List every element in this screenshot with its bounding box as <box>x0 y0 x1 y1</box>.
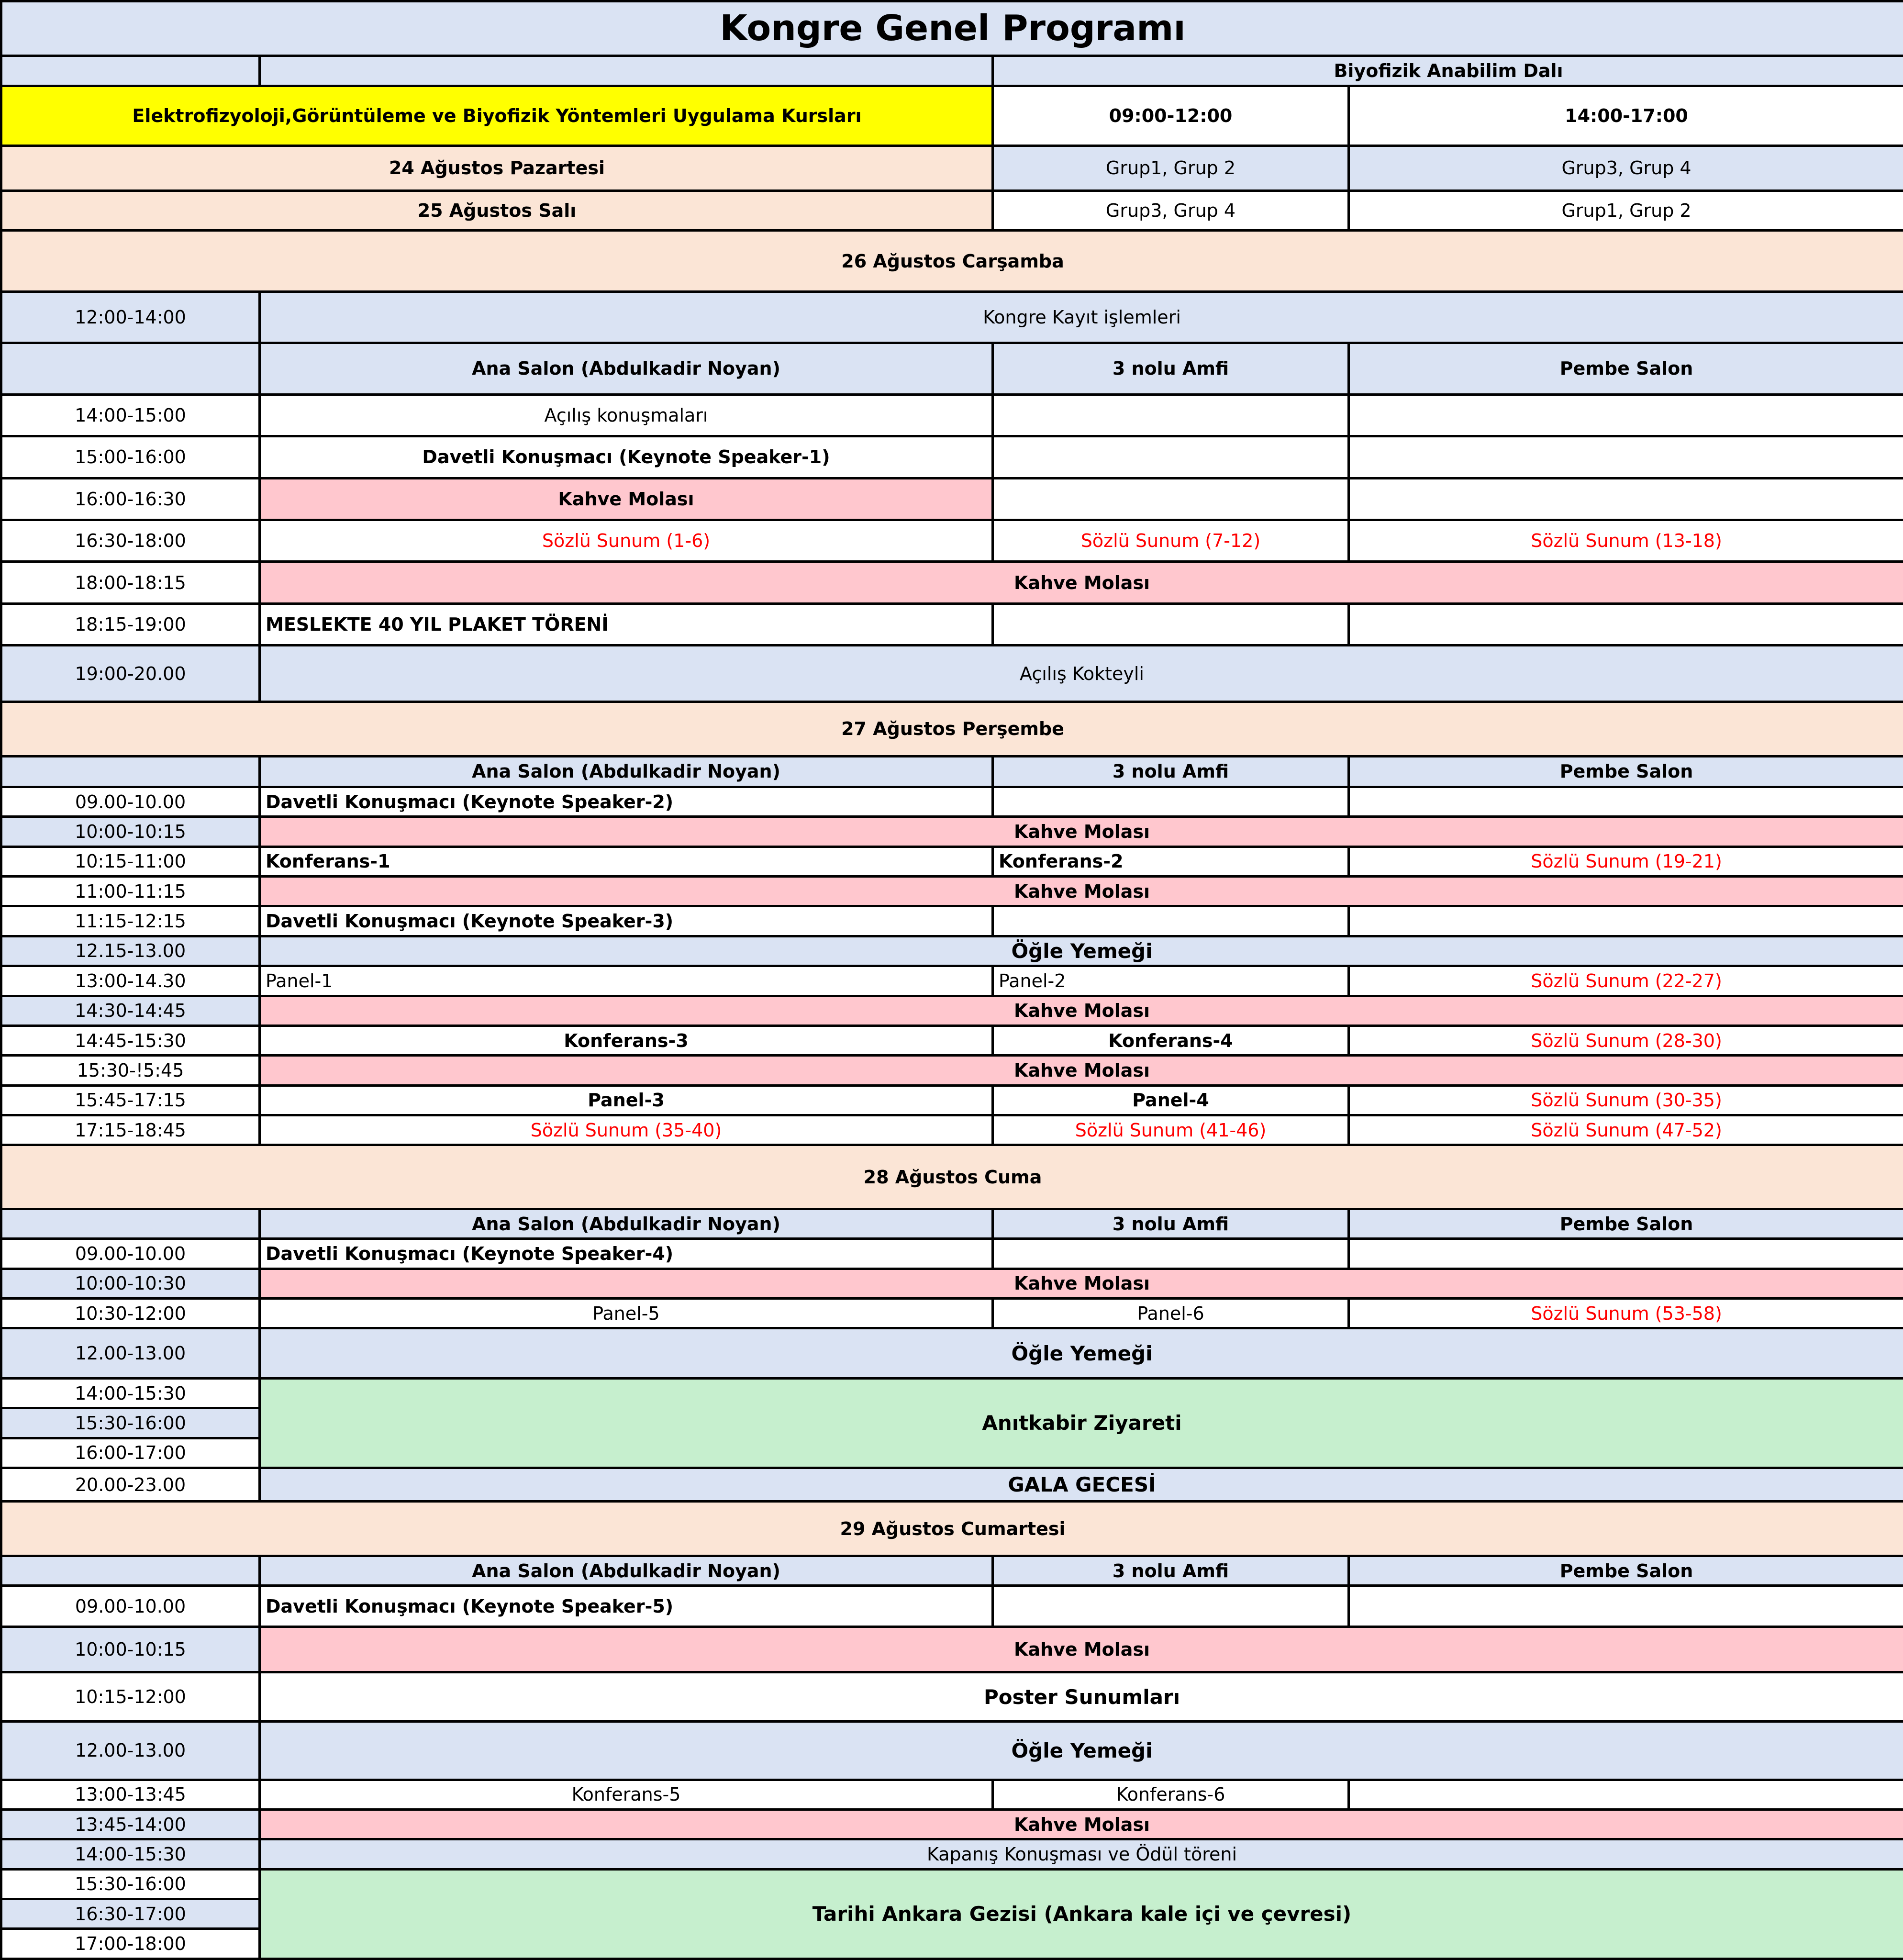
empty-cell <box>1 1209 260 1238</box>
empty-cell <box>1349 603 1903 645</box>
course-slot-1: 09:00-12:00 <box>993 86 1349 145</box>
session-cell: Panel-4 <box>993 1085 1349 1115</box>
time-cell: 14:00-15:00 <box>1 394 260 436</box>
empty-cell <box>1349 1239 1903 1269</box>
session-cell: Konferans-6 <box>993 1780 1349 1809</box>
hall-header-pembe: Pembe Salon <box>1349 756 1903 787</box>
empty-cell <box>1349 787 1903 817</box>
oral-session-cell: Sözlü Sunum (13-18) <box>1349 520 1903 562</box>
day-header: 26 Ağustos Carşamba <box>1 230 1903 292</box>
empty-cell <box>1349 906 1903 936</box>
program-title: Kongre Genel Programı <box>1 1 1903 56</box>
session-cell: Konferans-2 <box>993 846 1349 876</box>
anitkabir-visit-cell: Anıtkabir Ziyareti <box>260 1378 1903 1468</box>
department-name: Biyofizik Anabilim Dalı <box>993 56 1903 86</box>
time-cell: 14:00-15:30 <box>1 1839 260 1869</box>
oral-session-cell: Sözlü Sunum (53-58) <box>1349 1299 1903 1328</box>
time-cell: 16:00-17:00 <box>1 1438 260 1468</box>
coffee-break-cell: Kahve Molası <box>260 817 1903 846</box>
hall-header-amfi: 3 nolu Amfi <box>993 756 1349 787</box>
course-slot-2: 14:00-17:00 <box>1349 86 1903 145</box>
hall-header-amfi: 3 nolu Amfi <box>993 343 1349 394</box>
oral-session-cell: Sözlü Sunum (30-35) <box>1349 1085 1903 1115</box>
time-cell: 13:00-13:45 <box>1 1780 260 1809</box>
time-cell: 18:15-19:00 <box>1 603 260 645</box>
session-cell: MESLEKTE 40 YIL PLAKET TÖRENİ <box>260 603 993 645</box>
empty-cell <box>993 436 1349 478</box>
empty-cell <box>1 756 260 787</box>
empty-cell <box>260 56 993 86</box>
course-day-date: 24 Ağustos Pazartesi <box>1 145 993 191</box>
oral-session-cell: Sözlü Sunum (7-12) <box>993 520 1349 562</box>
oral-session-cell: Sözlü Sunum (41-46) <box>993 1115 1349 1145</box>
empty-cell <box>1 343 260 394</box>
empty-cell <box>993 1586 1349 1626</box>
time-cell: 11:00-11:15 <box>1 877 260 906</box>
empty-cell <box>993 787 1349 817</box>
time-cell: 12:00-14:00 <box>1 292 260 343</box>
time-cell: 11:15-12:15 <box>1 906 260 936</box>
session-cell: Konferans-3 <box>260 1025 993 1055</box>
time-cell: 12.00-13.00 <box>1 1328 260 1379</box>
time-cell: 10:15-11:00 <box>1 846 260 876</box>
time-cell: 10:15-12:00 <box>1 1672 260 1722</box>
empty-cell <box>1 56 260 86</box>
session-cell: Davetli Konuşmacı (Keynote Speaker-5) <box>260 1586 993 1626</box>
time-cell: 10:00-10:30 <box>1 1269 260 1298</box>
oral-session-cell: Sözlü Sunum (28-30) <box>1349 1025 1903 1055</box>
time-cell: 17:15-18:45 <box>1 1115 260 1145</box>
empty-cell <box>993 906 1349 936</box>
time-cell: 20.00-23.00 <box>1 1468 260 1501</box>
session-cell: Davetli Konuşmacı (Keynote Speaker-1) <box>260 436 993 478</box>
session-cell: Davetli Konuşmacı (Keynote Speaker-3) <box>260 906 993 936</box>
coffee-break-cell: Kahve Molası <box>260 1269 1903 1298</box>
empty-cell <box>1349 478 1903 520</box>
course-group-cell: Grup1, Grup 2 <box>993 145 1349 191</box>
lunch-cell: Öğle Yemeği <box>260 1328 1903 1379</box>
time-cell: 15:30-16:00 <box>1 1408 260 1438</box>
course-title: Elektrofizyoloji,Görüntüleme ve Biyofizik Yöntemleri Uygulama Kursları <box>1 86 993 145</box>
day-header: 28 Ağustos Cuma <box>1 1145 1903 1209</box>
time-cell: 09.00-10.00 <box>1 787 260 817</box>
time-cell: 16:30-18:00 <box>1 520 260 562</box>
time-cell: 13:45-14:00 <box>1 1809 260 1839</box>
time-cell: 14:30-14:45 <box>1 996 260 1025</box>
session-cell: Panel-6 <box>993 1299 1349 1328</box>
session-cell: Panel-3 <box>260 1085 993 1115</box>
time-cell: 10:30-12:00 <box>1 1299 260 1328</box>
hall-header-pembe: Pembe Salon <box>1349 1209 1903 1238</box>
lunch-cell: Öğle Yemeği <box>260 1721 1903 1780</box>
hall-header-pembe: Pembe Salon <box>1349 343 1903 394</box>
session-cell: Konferans-1 <box>260 846 993 876</box>
coffee-break-cell: Kahve Molası <box>260 996 1903 1025</box>
coffee-break-cell: Kahve Molası <box>260 478 993 520</box>
hall-header-amfi: 3 nolu Amfi <box>993 1556 1349 1585</box>
time-cell: 10:00-10:15 <box>1 817 260 846</box>
day-header: 29 Ağustos Cumartesi <box>1 1502 1903 1556</box>
oral-session-cell: Sözlü Sunum (35-40) <box>260 1115 993 1145</box>
session-cell: Konferans-4 <box>993 1025 1349 1055</box>
course-group-cell: Grup3, Grup 4 <box>1349 145 1903 191</box>
day-header: 27 Ağustos Perşembe <box>1 702 1903 757</box>
session-cell: Panel-1 <box>260 966 993 996</box>
coffee-break-cell: Kahve Molası <box>260 562 1903 603</box>
session-cell: Panel-2 <box>993 966 1349 996</box>
hall-header-ana: Ana Salon (Abdulkadir Noyan) <box>260 756 993 787</box>
coffee-break-cell: Kahve Molası <box>260 1809 1903 1839</box>
hall-header-ana: Ana Salon (Abdulkadir Noyan) <box>260 1556 993 1585</box>
time-cell: 13:00-14.30 <box>1 966 260 996</box>
coffee-break-cell: Kahve Molası <box>260 1056 1903 1085</box>
oral-session-cell: Sözlü Sunum (47-52) <box>1349 1115 1903 1145</box>
time-cell: 16:00-16:30 <box>1 478 260 520</box>
hall-header-ana: Ana Salon (Abdulkadir Noyan) <box>260 343 993 394</box>
registration-cell: Kongre Kayıt işlemleri <box>260 292 1903 343</box>
gala-cell: GALA GECESİ <box>260 1468 1903 1501</box>
time-cell: 12.15-13.00 <box>1 936 260 966</box>
empty-cell <box>993 394 1349 436</box>
time-cell: 15:30-!5:45 <box>1 1056 260 1085</box>
oral-session-cell: Sözlü Sunum (19-21) <box>1349 846 1903 876</box>
time-cell: 16:30-17:00 <box>1 1899 260 1928</box>
course-group-cell: Grup3, Grup 4 <box>993 191 1349 230</box>
session-cell: Konferans-5 <box>260 1780 993 1809</box>
empty-cell <box>1349 1586 1903 1626</box>
cocktail-cell: Açılış Kokteyli <box>260 646 1903 702</box>
time-cell: 15:30-16:00 <box>1 1869 260 1899</box>
empty-cell <box>993 478 1349 520</box>
empty-cell <box>1349 1780 1903 1809</box>
lunch-cell: Öğle Yemeği <box>260 936 1903 966</box>
empty-cell <box>1349 394 1903 436</box>
time-cell: 19:00-20.00 <box>1 646 260 702</box>
session-cell: Açılış konuşmaları <box>260 394 993 436</box>
oral-session-cell: Sözlü Sunum (22-27) <box>1349 966 1903 996</box>
hall-header-ana: Ana Salon (Abdulkadir Noyan) <box>260 1209 993 1238</box>
time-cell: 10:00-10:15 <box>1 1626 260 1672</box>
session-cell: Davetli Konuşmacı (Keynote Speaker-4) <box>260 1239 993 1269</box>
hall-header-amfi: 3 nolu Amfi <box>993 1209 1349 1238</box>
time-cell: 12.00-13.00 <box>1 1721 260 1780</box>
closing-ceremony-cell: Kapanış Konuşması ve Ödül töreni <box>260 1839 1903 1869</box>
ankara-tour-cell: Tarihi Ankara Gezisi (Ankara kale içi ve çevresi) <box>260 1869 1903 1959</box>
course-day-date: 25 Ağustos Salı <box>1 191 993 230</box>
time-cell: 15:45-17:15 <box>1 1085 260 1115</box>
poster-session-cell: Poster Sunumları <box>260 1672 1903 1722</box>
time-cell: 09.00-10.00 <box>1 1239 260 1269</box>
time-cell: 17:00-18:00 <box>1 1929 260 1959</box>
coffee-break-cell: Kahve Molası <box>260 877 1903 906</box>
coffee-break-cell: Kahve Molası <box>260 1626 1903 1672</box>
time-cell: 09.00-10.00 <box>1 1586 260 1626</box>
oral-session-cell: Sözlü Sunum (1-6) <box>260 520 993 562</box>
course-group-cell: Grup1, Grup 2 <box>1349 191 1903 230</box>
empty-cell <box>993 603 1349 645</box>
empty-cell <box>1 1556 260 1585</box>
session-cell: Davetli Konuşmacı (Keynote Speaker-2) <box>260 787 993 817</box>
hall-header-pembe: Pembe Salon <box>1349 1556 1903 1585</box>
session-cell: Panel-5 <box>260 1299 993 1328</box>
time-cell: 15:00-16:00 <box>1 436 260 478</box>
empty-cell <box>1349 436 1903 478</box>
time-cell: 14:45-15:30 <box>1 1025 260 1055</box>
empty-cell <box>993 1239 1349 1269</box>
time-cell: 18:00-18:15 <box>1 562 260 603</box>
time-cell: 14:00-15:30 <box>1 1378 260 1408</box>
